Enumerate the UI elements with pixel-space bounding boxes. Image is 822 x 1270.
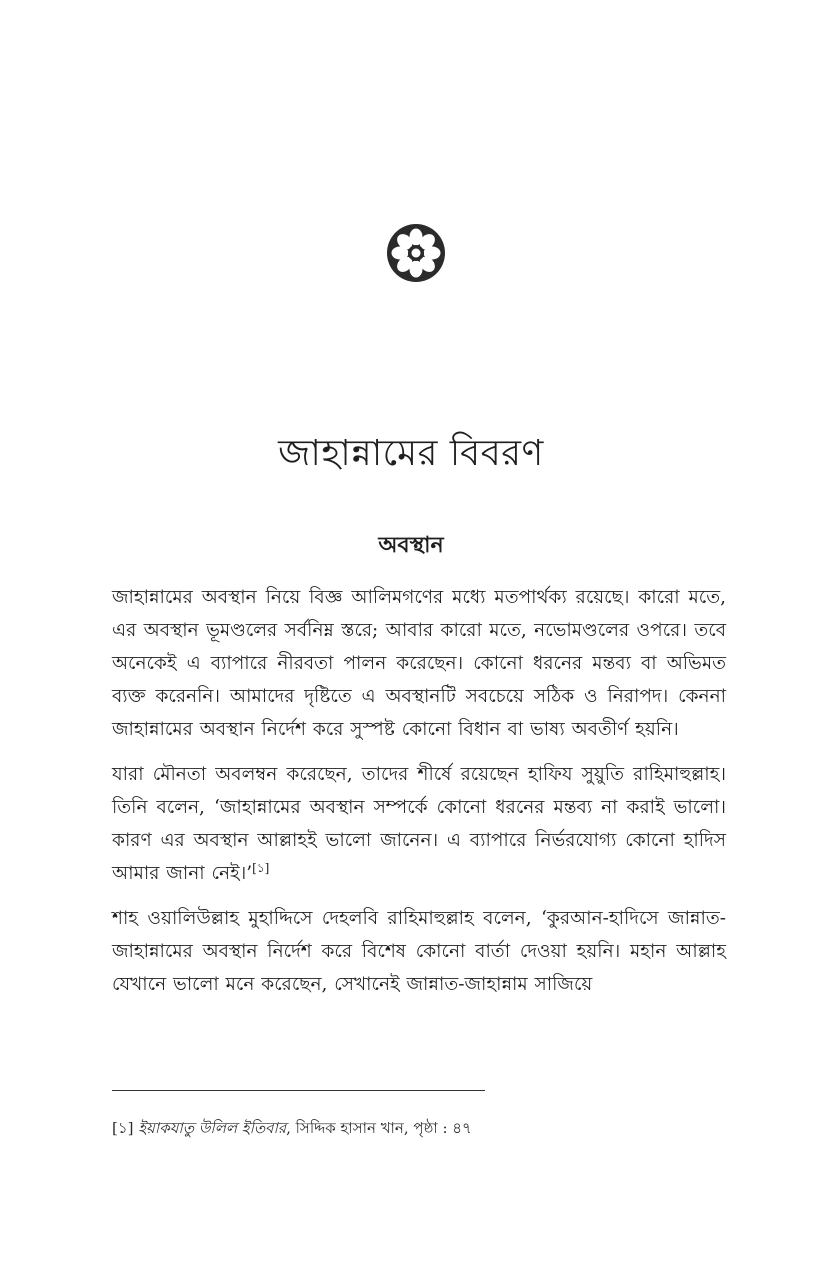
- body-text: [112, 581, 726, 1013]
- flower-rosette-svg: [385, 222, 447, 284]
- paragraph: [112, 758, 726, 890]
- footnote-divider: [112, 1090, 485, 1091]
- footnote-book-title: ইয়াকযাতু উলিল ইতিবার: [138, 1119, 287, 1137]
- footnote-citation: , সিদ্দিক হাসান খান, পৃষ্ঠা : ৪৭: [286, 1119, 472, 1137]
- footnote-reference[interactable]: [১]: [252, 860, 270, 875]
- paragraph-text: যারা মৌনতা অবলম্বন করেছেন, তাদের শীর্ষে রয়েছেন হাফিয সুয়ুতি রাহিমাহুল্লাহ। তিনি বলেন, ‘জাহান্নামের অবস্থান সম্পর্কে কোনো ধরনের মন্তব্য না করাই ভালো। কারণ এর অবস্থান আল্লাহই ভালো জানেন। এ ব্যাপারে নির্ভরযোগ্য কোনো হাদিস আমার জানা নেই।’: [112, 764, 726, 884]
- paragraph: [112, 902, 726, 1001]
- paragraph: [112, 581, 726, 746]
- section-heading: অবস্থান: [378, 532, 444, 558]
- chapter-title: জাহান্নামের বিবরণ: [278, 433, 544, 474]
- footnote-marker: [১]: [112, 1119, 134, 1137]
- paragraph-text: জাহান্নামের অবস্থান নিয়ে বিজ্ঞ আলিমগণের মধ্যে মতপার্থক্য রয়েছে। কারো মতে, এর অবস্থান ভূমণ্ডলের সর্বনিম্ন স্তরে; আবার কারো মতে, নভোমণ্ডলের ওপরে। তবে অনেকেই এ ব্যাপারে নীরবতা পালন করেছেন। কোনো ধরনের মন্তব্য বা অভিমত ব্যক্ত করেননি। আমাদের দৃষ্টিতে এ অবস্থানটি সবচেয়ে সঠিক ও নিরাপদ। কেননা জাহান্নামের অবস্থান নির্দেশ করে সুস্পষ্ট কোনো বিধান বা ভাষ্য অবতীর্ণ হয়নি।: [112, 587, 726, 740]
- flower-rosette-icon: [385, 222, 447, 284]
- paragraph-text: শাহ ওয়ালিউল্লাহ মুহাদ্দিসে দেহলবি রাহিমাহুল্লাহ বলেন, ‘কুরআন-হাদিসে জান্নাত-জাহান্নামের অবস্থান নির্দেশ করে বিশেষ কোনো বার্তা দেওয়া হয়নি। মহান আল্লাহ যেখানে ভালো মনে করেছেন, সেখানেই জান্নাত-জাহান্নাম সাজিয়ে: [112, 908, 726, 995]
- footnote: [112, 1116, 726, 1140]
